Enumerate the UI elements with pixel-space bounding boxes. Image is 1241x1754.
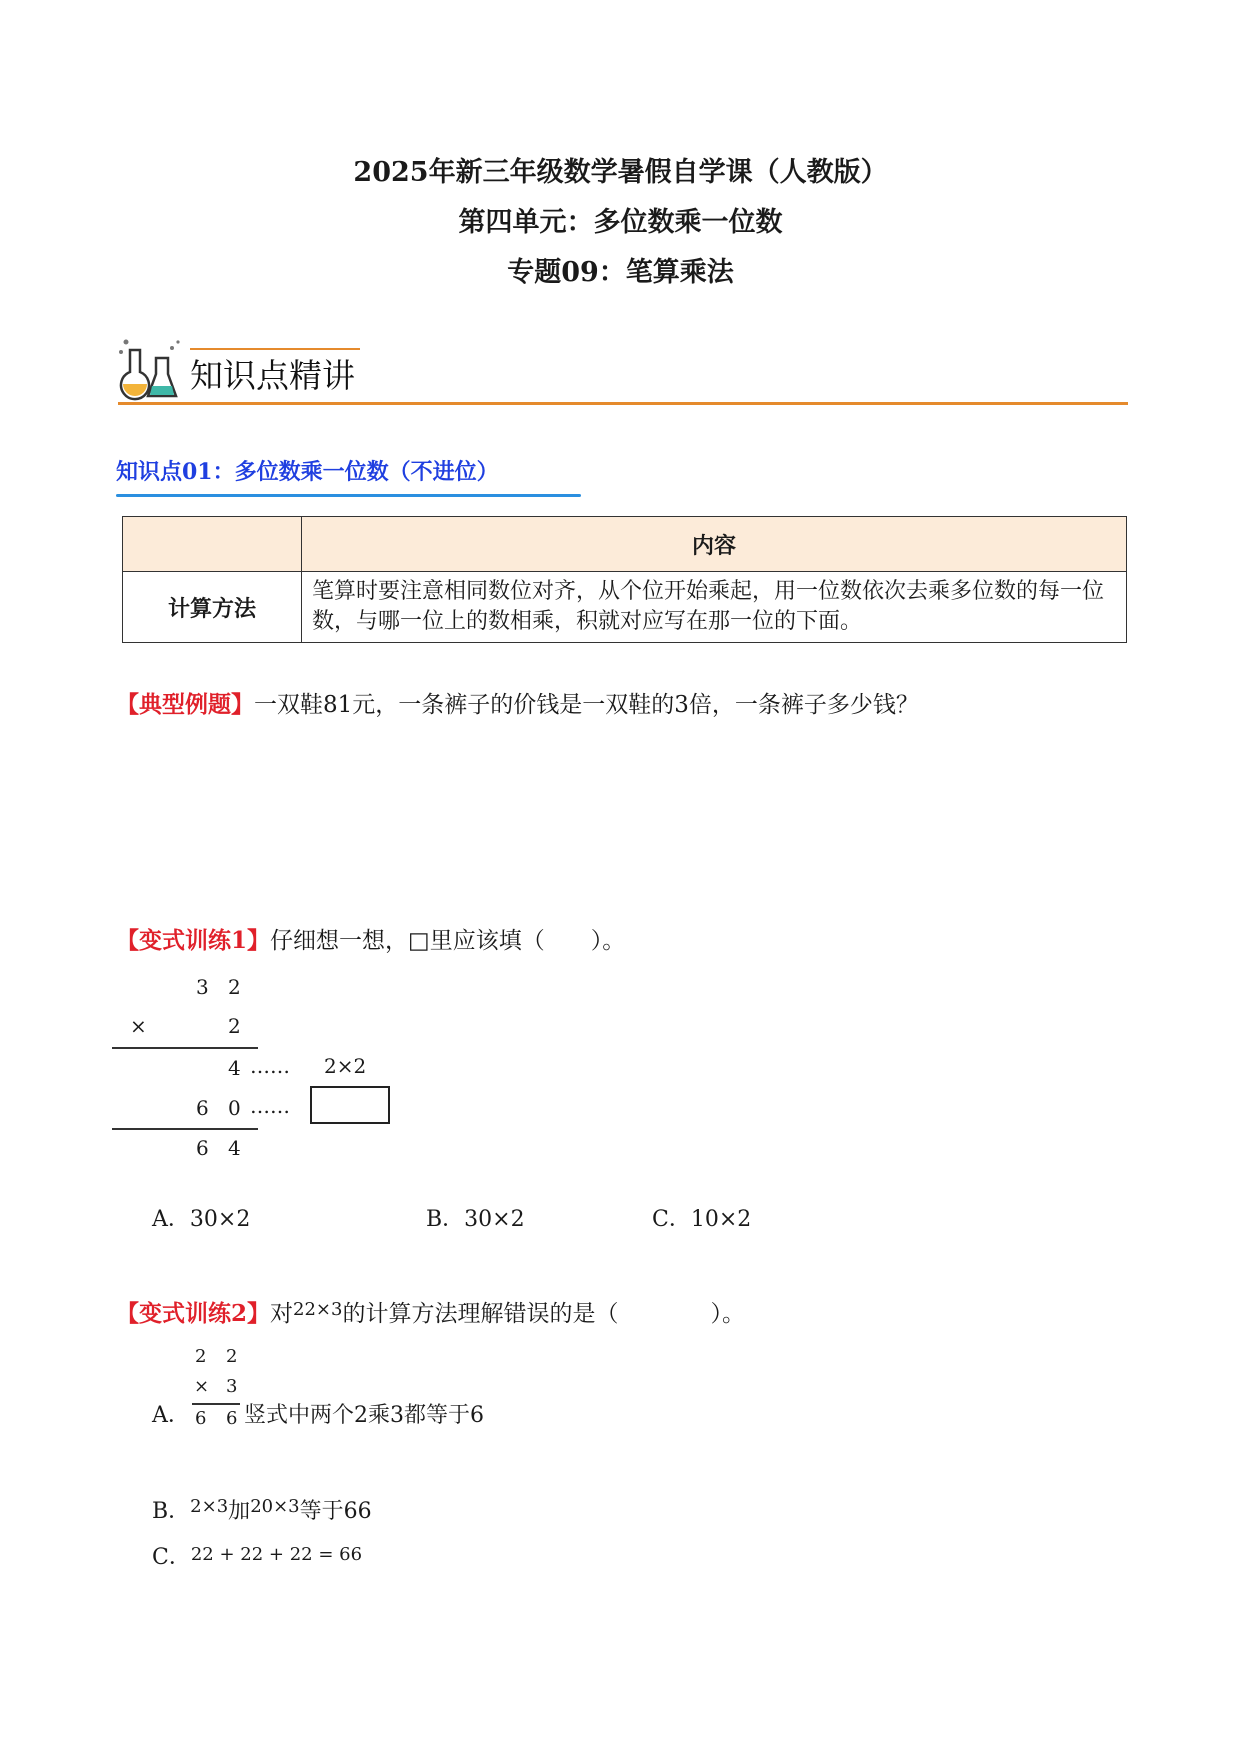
dots: …… (250, 1094, 290, 1118)
option-b-mid: 加 (228, 1499, 251, 1524)
option-b-prefix: B． (152, 1499, 191, 1524)
digit: 6 (196, 1136, 209, 1160)
times-sign: × (194, 1376, 210, 1397)
times-sign: × (130, 1014, 147, 1038)
practice2-text-after: 的计算方法理解错误的是（ ）。 (342, 1301, 745, 1327)
practice1-text: 仔细想一想，□里应该填（ ）。 (270, 928, 626, 954)
digit: 2 (195, 1346, 207, 1367)
digit: 6 (195, 1408, 207, 1429)
practice2-question (116, 1295, 745, 1328)
practice2-expression: 22×3 (293, 1299, 343, 1320)
table-row-label: 计算方法 (123, 572, 302, 643)
section-heading (118, 336, 1128, 406)
digit: 2 (228, 975, 241, 999)
vertical-line (112, 1128, 258, 1130)
option-b-line[interactable] (152, 1494, 372, 1525)
section-title: 知识点精讲 (190, 356, 355, 395)
option-b[interactable]: B．30×2 (426, 1207, 525, 1232)
hint-expression: 2×2 (324, 1054, 367, 1078)
digit: 3 (226, 1376, 238, 1397)
section-divider (118, 402, 1128, 405)
digit: 3 (196, 975, 209, 999)
content-table (122, 516, 1127, 643)
example-label: 【典型例题】 (116, 691, 254, 718)
answer-box[interactable] (310, 1086, 390, 1124)
option-a[interactable]: A．30×2 (152, 1207, 251, 1232)
doc-title: 2025年新三年级数学暑假自学课（人教版） (353, 157, 888, 188)
dots: …… (250, 1054, 290, 1078)
knowledge-point-title: 知识点01：多位数乘一位数（不进位） (116, 459, 499, 485)
digit: 4 (228, 1136, 241, 1160)
unit-title: 第四单元：多位数乘一位数 (458, 207, 783, 238)
digit: 4 (228, 1056, 241, 1080)
option-b-expression-1: 2×3 (190, 1496, 229, 1517)
option-a-text: 竖式中两个2乘3都等于6 (244, 1403, 484, 1428)
table-row-text: 笔算时要注意相同数位对齐，从个位开始乘起，用一位数依次去乘多位数的每一位数，与哪一位上的数相乘，积就对应写在那一位的下面。 (302, 572, 1127, 643)
table-header-content: 内容 (302, 517, 1127, 572)
practice1-label: 【变式训练1】 (116, 927, 271, 954)
option-b-end: 等于66 (299, 1499, 372, 1524)
practice1-question (116, 922, 625, 955)
digit: 6 (196, 1096, 209, 1120)
practice2-label: 【变式训练2】 (116, 1300, 271, 1327)
option-b-expression-2: 20×3 (250, 1496, 300, 1517)
example-question (116, 686, 919, 719)
vertical-line (192, 1403, 240, 1405)
option-c-expression: 22 + 22 + 22 = 66 (190, 1544, 363, 1565)
option-a-prefix[interactable]: A． (152, 1403, 190, 1428)
example-text: 一双鞋81元，一条裤子的价钱是一双鞋的3倍，一条裤子多少钱？ (254, 692, 919, 718)
table-header-empty (123, 517, 302, 572)
vertical-line (112, 1047, 258, 1049)
option-c-prefix: C． (152, 1545, 191, 1570)
digit: 2 (226, 1346, 238, 1367)
topic-title: 专题09：笔算乘法 (507, 257, 734, 288)
option-c[interactable]: C．10×2 (652, 1207, 752, 1232)
digit: 2 (228, 1014, 241, 1038)
flask-icon (118, 336, 182, 402)
option-c-line[interactable] (152, 1540, 362, 1571)
knowledge-point-underline (116, 494, 581, 497)
digit: 6 (226, 1408, 238, 1429)
digit: 0 (228, 1096, 241, 1120)
practice2-text-before: 对 (270, 1301, 294, 1327)
